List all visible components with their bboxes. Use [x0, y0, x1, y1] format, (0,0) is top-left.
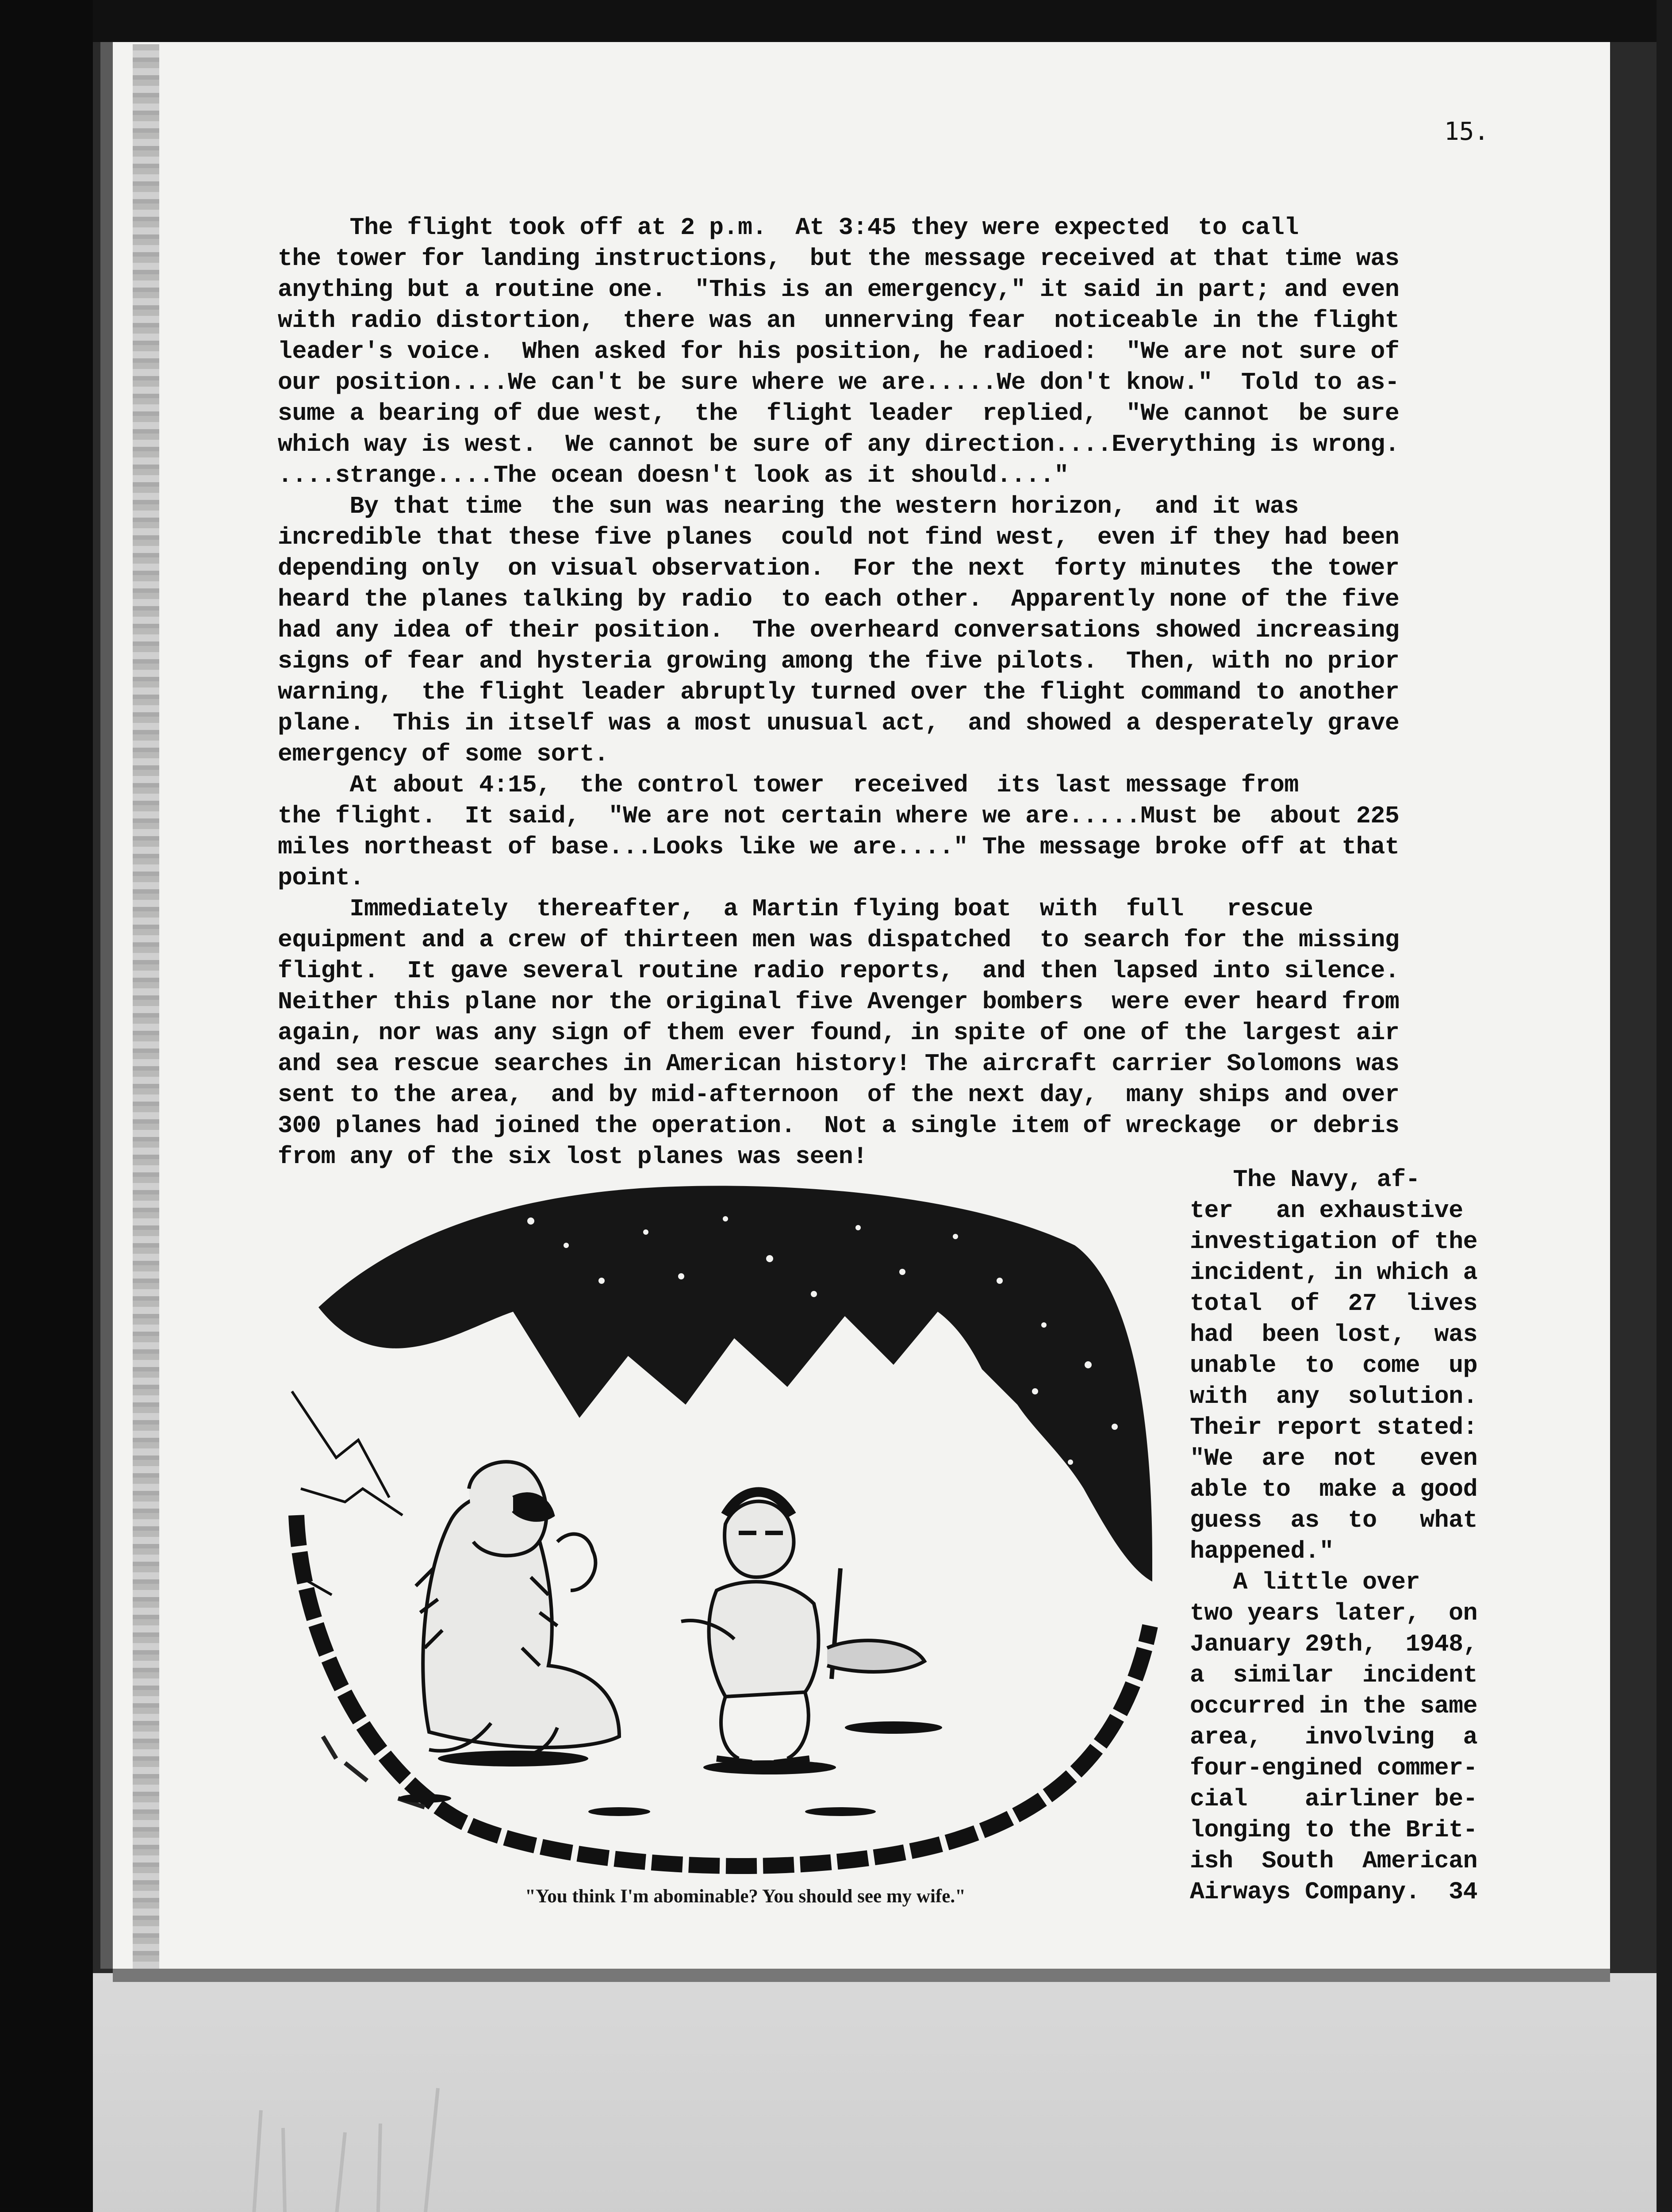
film-frame-left [0, 0, 93, 2212]
side-line: two years later, on [1190, 1599, 1478, 1627]
body-line: which way is west. We cannot be sure of any direction....Everything is wrong. [278, 430, 1400, 458]
body-line: miles northeast of base...Looks like we are...." The message broke off at that [278, 833, 1400, 861]
side-line: total of 27 lives [1190, 1290, 1478, 1317]
side-line: cial airliner be- [1190, 1785, 1478, 1813]
page-number: 15. [1444, 117, 1489, 146]
body-line: sent to the area, and by mid-afternoon of the next day, many ships and over [278, 1081, 1400, 1109]
body-line: plane. This in itself was a most unusual act, and showed a desperately grave [278, 709, 1400, 737]
binding-edge [133, 44, 159, 1969]
body-line: sume a bearing of due west, the flight leader replied, "We cannot be sure [278, 399, 1400, 427]
snowman-figure [416, 1462, 619, 1755]
side-line: unable to come up [1190, 1352, 1478, 1379]
film-frame-right [1657, 0, 1672, 2212]
side-line: "We are not even [1190, 1444, 1478, 1472]
body-line: At about 4:15, the control tower received its last message from [278, 771, 1299, 799]
side-line: January 29th, 1948, [1190, 1630, 1478, 1658]
body-line: again, nor was any sign of them ever found, in spite of one of the largest air [278, 1019, 1400, 1047]
side-column-text [1190, 1164, 1477, 1908]
body-line: The flight took off at 2 p.m. At 3:45 they were expected to call [278, 214, 1299, 242]
side-line: four-engined commer- [1190, 1754, 1478, 1782]
side-line: incident, in which a [1190, 1259, 1478, 1286]
body-line: heard the planes talking by radio to each other. Apparently none of the five [278, 585, 1400, 613]
body-line: with radio distortion, there was an unnerving fear noticeable in the flight [278, 307, 1400, 334]
body-line: our position....We can't be sure where we are.....We don't know." Told to as- [278, 369, 1400, 396]
margin-scribbles [230, 2075, 478, 2212]
body-line: depending only on visual observation. For the next forty minutes the tower [278, 554, 1400, 582]
side-line: area, involving a [1190, 1723, 1478, 1751]
body-line: flight. It gave several routine radio reports, and then lapsed into silence. [278, 957, 1400, 985]
body-line: the flight. It said, "We are not certain where we are.....Must be about 225 [278, 802, 1400, 830]
side-line: a similar incident [1190, 1661, 1478, 1689]
body-line: leader's voice. When asked for his position, he radioed: "We are not sure of [278, 338, 1400, 365]
abominable-snowman-cartoon [283, 1179, 1179, 1885]
body-line: anything but a routine one. "This is an emergency," it said in part; and even [278, 276, 1400, 303]
body-line: By that time the sun was nearing the western horizon, and it was [278, 492, 1299, 520]
body-line: from any of the six lost planes was seen! [278, 1143, 867, 1171]
body-line: and sea rescue searches in American history! The aircraft carrier Solomons was [278, 1050, 1400, 1078]
side-line: ish South American [1190, 1847, 1478, 1875]
side-line: able to make a good [1190, 1475, 1478, 1503]
cartoon-caption: "You think I'm abominable? You should see my wife." [525, 1886, 966, 1907]
side-line: happened." [1190, 1537, 1334, 1565]
side-line: with any solution. [1190, 1382, 1478, 1410]
page-bottom-edge [113, 1969, 1610, 1982]
body-text [278, 212, 1399, 1172]
body-line: had any idea of their position. The overheard conversations showed increasing [278, 616, 1400, 644]
body-line: point. [278, 864, 364, 892]
side-line: The Navy, af- [1190, 1166, 1420, 1194]
body-line: Immediately thereafter, a Martin flying boat with full rescue [278, 895, 1313, 923]
body-line: Neither this plane nor the original five Avenger bombers were ever heard from [278, 988, 1400, 1016]
body-line: incredible that these five planes could not find west, even if they had been [278, 523, 1400, 551]
side-line: occurred in the same [1190, 1692, 1478, 1720]
body-line: warning, the flight leader abruptly turned over the flight command to another [278, 678, 1400, 706]
body-line: ....strange....The ocean doesn't look as it should...." [278, 461, 1069, 489]
side-line: had been lost, was [1190, 1321, 1478, 1348]
body-line: emergency of some sort. [278, 740, 609, 768]
body-line: the tower for landing instructions, but the message received at that time was [278, 245, 1400, 273]
side-line: Airways Company. 34 [1190, 1878, 1478, 1906]
side-line: guess as to what [1190, 1506, 1478, 1534]
side-line: investigation of the [1190, 1228, 1478, 1256]
side-line: A little over [1190, 1568, 1420, 1596]
side-line: ter an exhaustive [1190, 1197, 1463, 1225]
film-frame-top [0, 0, 1672, 42]
side-line: Their report stated: [1190, 1413, 1478, 1441]
body-line: equipment and a crew of thirteen men was dispatched to search for the missing [278, 926, 1400, 954]
body-line: signs of fear and hysteria growing among the five pilots. Then, with no prior [278, 647, 1400, 675]
body-line: 300 planes had joined the operation. Not a single item of wreckage or debris [278, 1112, 1400, 1140]
side-line: longing to the Brit- [1190, 1816, 1478, 1844]
